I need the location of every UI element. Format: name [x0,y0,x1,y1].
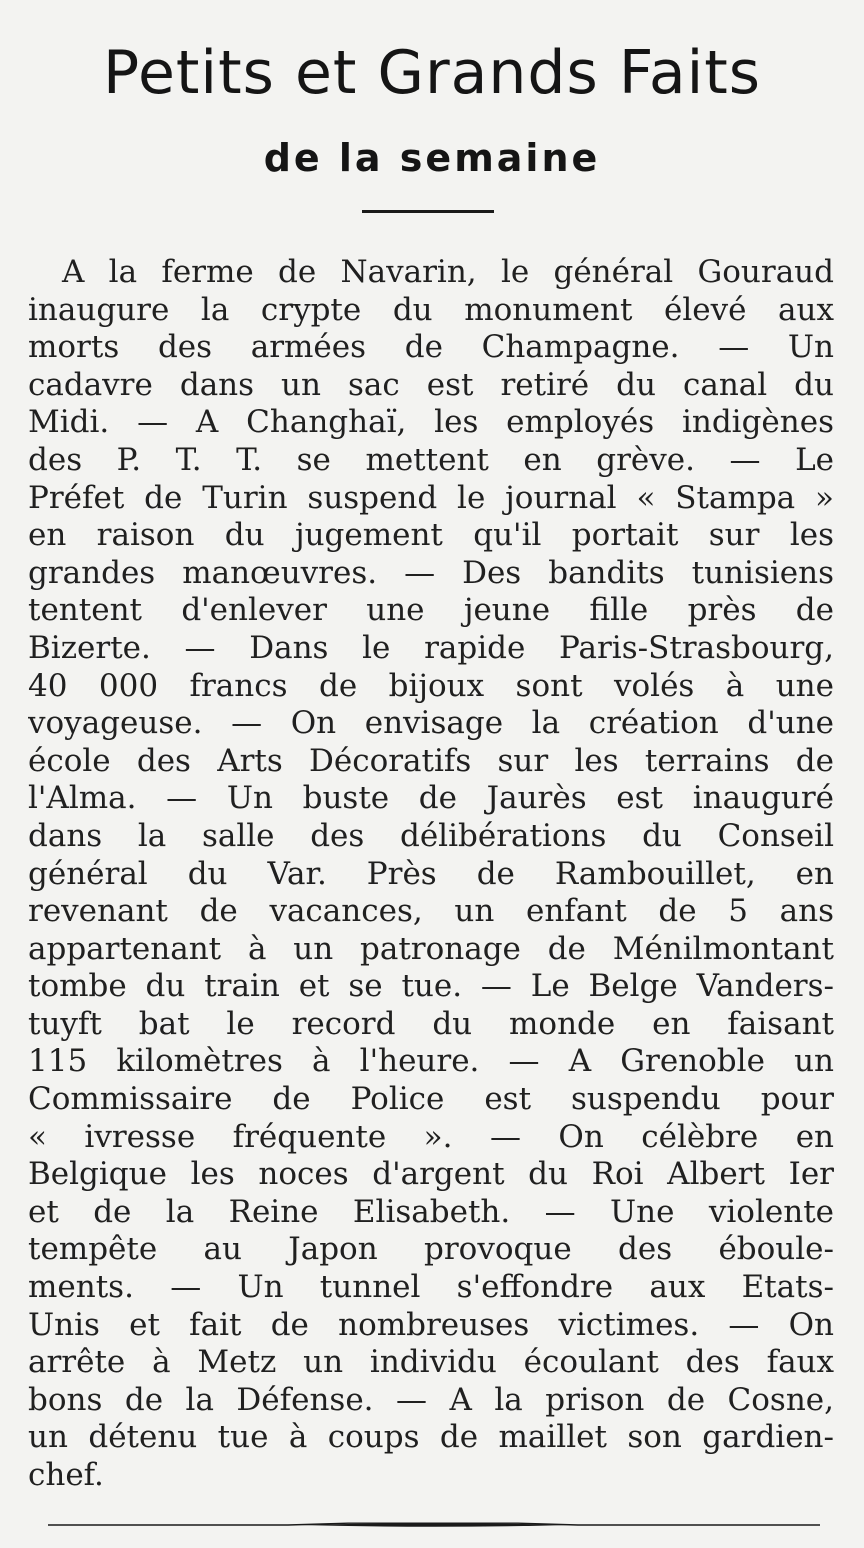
article-line: chef. [28,1457,104,1493]
article-line: tombe du train et se tue. — Le Belge Vanders- [28,968,834,1005]
article-line: en raison du jugement qu'il portait sur les [28,517,834,554]
article-line: général du Var. Près de Rambouillet, en [28,855,834,892]
title-divider [362,210,494,213]
article-line: dans la salle des délibérations du Conseil [28,817,834,854]
article-line: 115 kilomètres à l'heure. — A Grenoble un [28,1043,834,1080]
article-line: 40 000 francs de bijoux sont volés à une [28,667,834,704]
article-line: A la ferme de Navarin, le général Gouraud [62,254,834,290]
article-line: Belgique les noces d'argent du Roi Albert Ier [28,1156,834,1193]
article-line: tuyft bat le record du monde en faisant [28,1005,834,1042]
article-line: école des Arts Décoratifs sur les terrains de [28,742,834,779]
article-line: « ivresse fréquente ». — On célèbre en [28,1118,834,1155]
article-line: Bizerte. — Dans le rapide Paris-Strasbourg, [28,629,834,666]
end-rule [48,1522,820,1528]
article-line: bons de la Défense. — A la prison de Cosne, [28,1381,834,1418]
article-line: des P. T. T. se mettent en grève. — Le [28,441,834,478]
article-line: Commissaire de Police est suspendu pour [28,1081,834,1118]
article-line: et de la Reine Elisabeth. — Une violente [28,1193,834,1230]
article-line: voyageuse. — On envisage la création d'une [28,705,834,742]
headline-title: Petits et Grands Faits [102,38,762,108]
article-line: cadavre dans un sac est retiré du canal du [28,366,834,403]
article-line: grandes manœuvres. — Des bandits tunisiens [28,554,834,591]
article-line: Midi. — A Changhaï, les employés indigènes [28,404,834,441]
article-line: tempête au Japon provoque des éboule- [28,1231,834,1268]
article-line: arrête à Metz un individu écoulant des faux [28,1344,834,1381]
article-line: un détenu tue à coups de maillet son gardien- [28,1419,834,1456]
article-line: inaugure la crypte du monument élevé aux [28,291,834,328]
article-line: revenant de vacances, un enfant de 5 ans [28,893,834,930]
article-line: Unis et fait de nombreuses victimes. — On [28,1306,834,1343]
article-line: l'Alma. — Un buste de Jaurès est inauguré [28,780,834,817]
article-body [28,254,834,1495]
article-line: Préfet de Turin suspend le journal « Stampa » [28,479,834,516]
headline-subtitle: de la semaine [263,136,601,180]
article-line: tentent d'enlever une jeune fille près de [28,592,834,629]
article-line: appartenant à un patronage de Ménilmontant [28,930,834,967]
article-line: morts des armées de Champagne. — Un [28,329,834,366]
article-line: ments. — Un tunnel s'effondre aux Etats- [28,1269,834,1306]
